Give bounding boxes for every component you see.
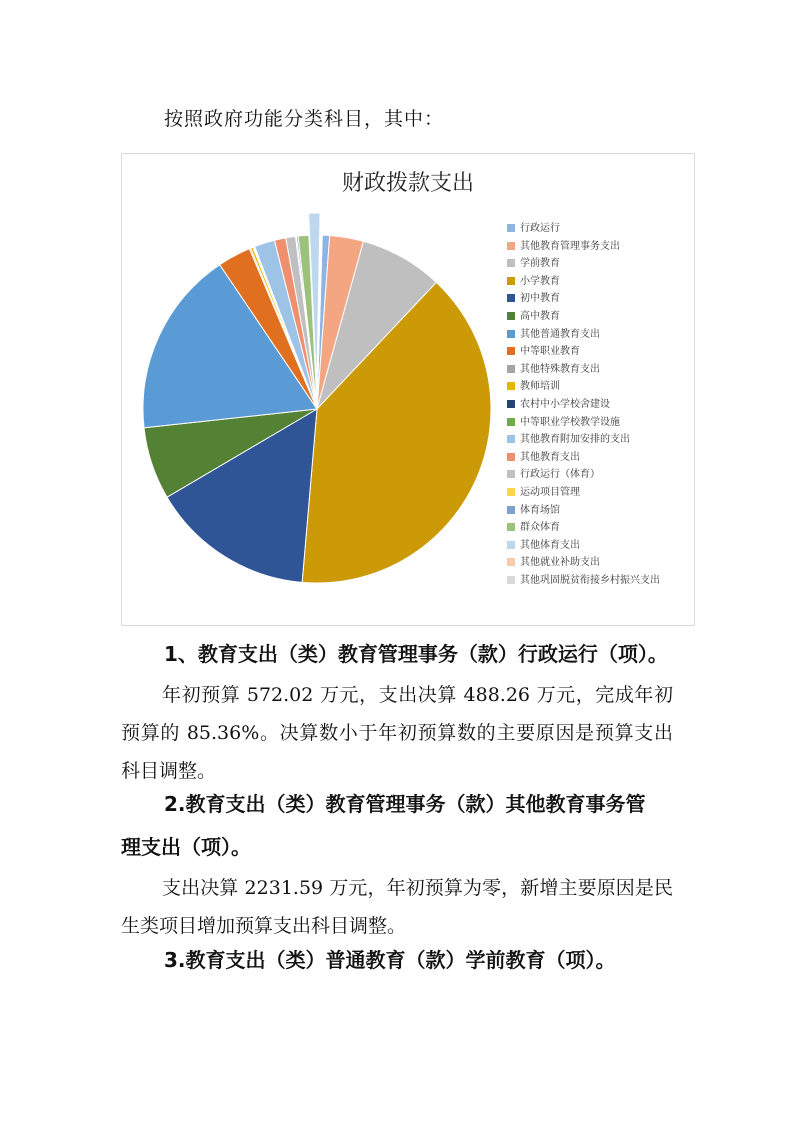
chart-title: 财政拨款支出: [341, 171, 474, 196]
legend-label: 行政运行（体育）: [520, 469, 600, 481]
legend-item-9: [507, 378, 693, 396]
legend-item-18: [507, 537, 693, 555]
legend-item-4: [507, 290, 693, 308]
section-2-heading-line1: 2.教育支出（类）教育管理事务（款）其他教育事务管: [164, 792, 646, 816]
legend-label: 小学教育: [520, 275, 560, 287]
legend-swatch: [507, 330, 515, 338]
legend-item-20: [507, 572, 693, 590]
legend-item-1: [507, 238, 693, 256]
legend-label: 高中教育: [520, 310, 560, 322]
section-2-body: 支出决算 2231.59 万元，年初预算为零，新增主要原因是民生类项目增加预算支出科目调整。: [121, 877, 673, 937]
legend-label: 运动项目管理: [520, 486, 580, 498]
section-3-heading: 3.教育支出（类）普通教育（款）学前教育（项）。: [164, 948, 616, 972]
legend-item-8: [507, 361, 693, 379]
legend-item-19: [507, 554, 693, 572]
legend-item-12: [507, 431, 693, 449]
legend-item-11: [507, 414, 693, 432]
legend-label: 其他体育支出: [520, 539, 580, 551]
legend-label: 群众体育: [520, 522, 560, 534]
legend-item-17: [507, 519, 693, 537]
legend-label: 中等职业学校教学设施: [520, 416, 620, 428]
legend-label: 中等职业教育: [520, 346, 580, 358]
legend-item-13: [507, 449, 693, 467]
legend-item-16: [507, 502, 693, 520]
legend-swatch: [507, 523, 515, 531]
legend-label: 其他普通教育支出: [520, 328, 600, 340]
legend-swatch: [507, 453, 515, 461]
legend-item-3: [507, 273, 693, 291]
legend-label: 其他教育管理事务支出: [520, 240, 620, 252]
legend-swatch: [507, 400, 515, 408]
legend-item-5: [507, 308, 693, 326]
legend-item-6: [507, 326, 693, 344]
legend-label: 其他教育附加安排的支出: [520, 434, 630, 446]
legend-swatch: [507, 224, 515, 232]
section-1-body: 年初预算 572.02 万元，支出决算 488.26 万元，完成年初预算的 85.36%。决算数小于年初预算数的主要原因是预算支出科目调整。: [121, 684, 673, 782]
legend-label: 学前教育: [520, 258, 560, 270]
legend-label: 体育场馆: [520, 504, 560, 516]
legend-label: 其他特殊教育支出: [520, 363, 600, 375]
legend-label: 教师培训: [520, 381, 560, 393]
legend-swatch: [507, 312, 515, 320]
legend-swatch: [507, 382, 515, 390]
legend-swatch: [507, 506, 515, 514]
section-2-heading-line2: 理支出（项）。: [121, 835, 251, 859]
legend-swatch: [507, 365, 515, 373]
legend-label: 其他巩固脱贫衔接乡村振兴支出: [520, 574, 660, 586]
legend-swatch: [507, 435, 515, 443]
legend-item-2: [507, 255, 693, 273]
legend-swatch: [507, 558, 515, 566]
legend-item-10: [507, 396, 693, 414]
section-1-heading: 1、教育支出（类）教育管理事务（款）行政运行（项）。: [164, 642, 668, 666]
legend-item-15: [507, 484, 693, 502]
intro-text: 按照政府功能分类科目，其中：: [164, 108, 445, 130]
legend-item-0: [507, 220, 693, 238]
pie-chart: [121, 153, 695, 626]
legend-label: 初中教育: [520, 293, 560, 305]
legend-swatch: [507, 470, 515, 478]
legend-swatch: [507, 242, 515, 250]
pie-slices: [143, 213, 491, 583]
legend-label: 其他就业补助支出: [520, 557, 600, 569]
legend-label: 农村中小学校舍建设: [520, 398, 610, 410]
legend-item-14: [507, 466, 693, 484]
legend-swatch: [507, 541, 515, 549]
chart-legend: [507, 220, 693, 589]
legend-swatch: [507, 277, 515, 285]
legend-swatch: [507, 488, 515, 496]
legend-swatch: [507, 294, 515, 302]
legend-swatch: [507, 259, 515, 267]
legend-item-7: [507, 343, 693, 361]
legend-swatch: [507, 576, 515, 584]
legend-label: 其他教育支出: [520, 451, 580, 463]
legend-swatch: [507, 347, 515, 355]
legend-swatch: [507, 418, 515, 426]
legend-label: 行政运行: [520, 223, 560, 234]
